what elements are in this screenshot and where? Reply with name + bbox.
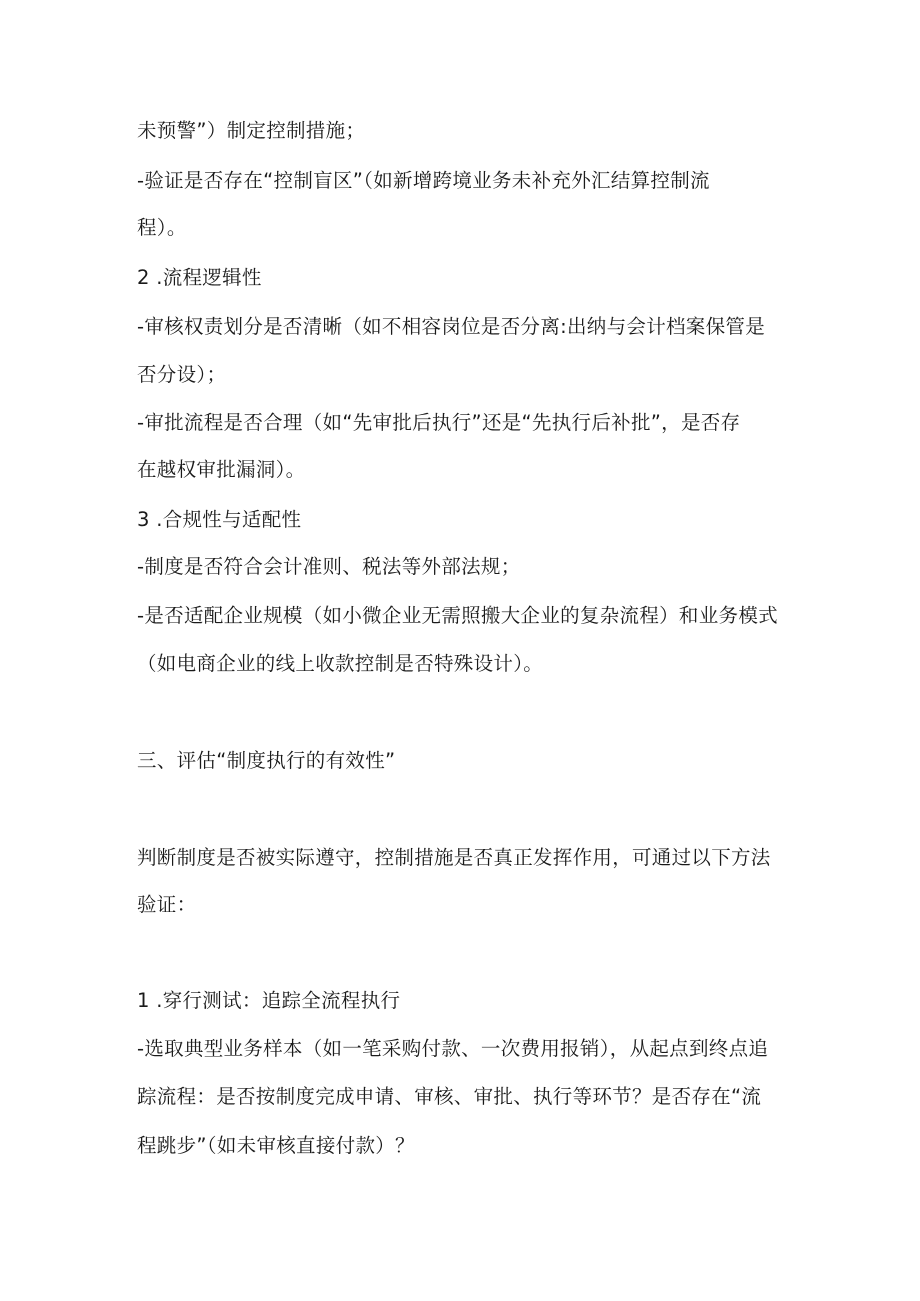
text-line: （如电商企业的线上收款控制是否特殊设计）。 bbox=[137, 652, 544, 675]
text-line: -审批流程是否合理（如“先审批后执行”还是“先执行后补批”，是否存 bbox=[137, 411, 741, 434]
text-line: 验证： bbox=[137, 893, 197, 916]
text-line: -制度是否符合会计准则、税法等外部法规； bbox=[137, 555, 521, 578]
text-line: 未预警”）制定控制措施； bbox=[137, 119, 366, 142]
text-line: 踪流程：是否按制度完成申请、审核、审批、执行等环节？是否存在“流 bbox=[137, 1085, 762, 1108]
text-line: 程）。 bbox=[137, 216, 187, 239]
text-line: 在越权审批漏洞）。 bbox=[137, 458, 306, 481]
text-line: 否分设）； bbox=[137, 363, 227, 386]
section-heading: 2 .流程逻辑性 bbox=[137, 266, 262, 289]
text-line: 程跳步”（如未审核直接付款）？ bbox=[137, 1134, 415, 1157]
text-line: -审核权责划分是否清晰（如不相容岗位是否分离:出纳与会计档案保管是 bbox=[137, 315, 766, 338]
section-heading: 1 .穿行测试：追踪全流程执行 bbox=[137, 989, 401, 1012]
text-line: -验证是否存在“控制盲区”（如新增跨境业务未补充外汇结算控制流 bbox=[137, 169, 710, 192]
text-line: 判断制度是否被实际遵守，控制措施是否真正发挥作用，可通过以下方法 bbox=[137, 846, 771, 869]
section-heading: 3 .合规性与适配性 bbox=[137, 508, 302, 531]
text-line: -是否适配企业规模（如小微企业无需照搬大企业的复杂流程）和业务模式 bbox=[137, 604, 778, 627]
text-line: -选取典型业务样本（如一笔采购付款、一次费用报销），从起点到终点追 bbox=[137, 1037, 769, 1060]
chapter-heading: 三、评估“制度执行的有效性” bbox=[137, 749, 396, 772]
